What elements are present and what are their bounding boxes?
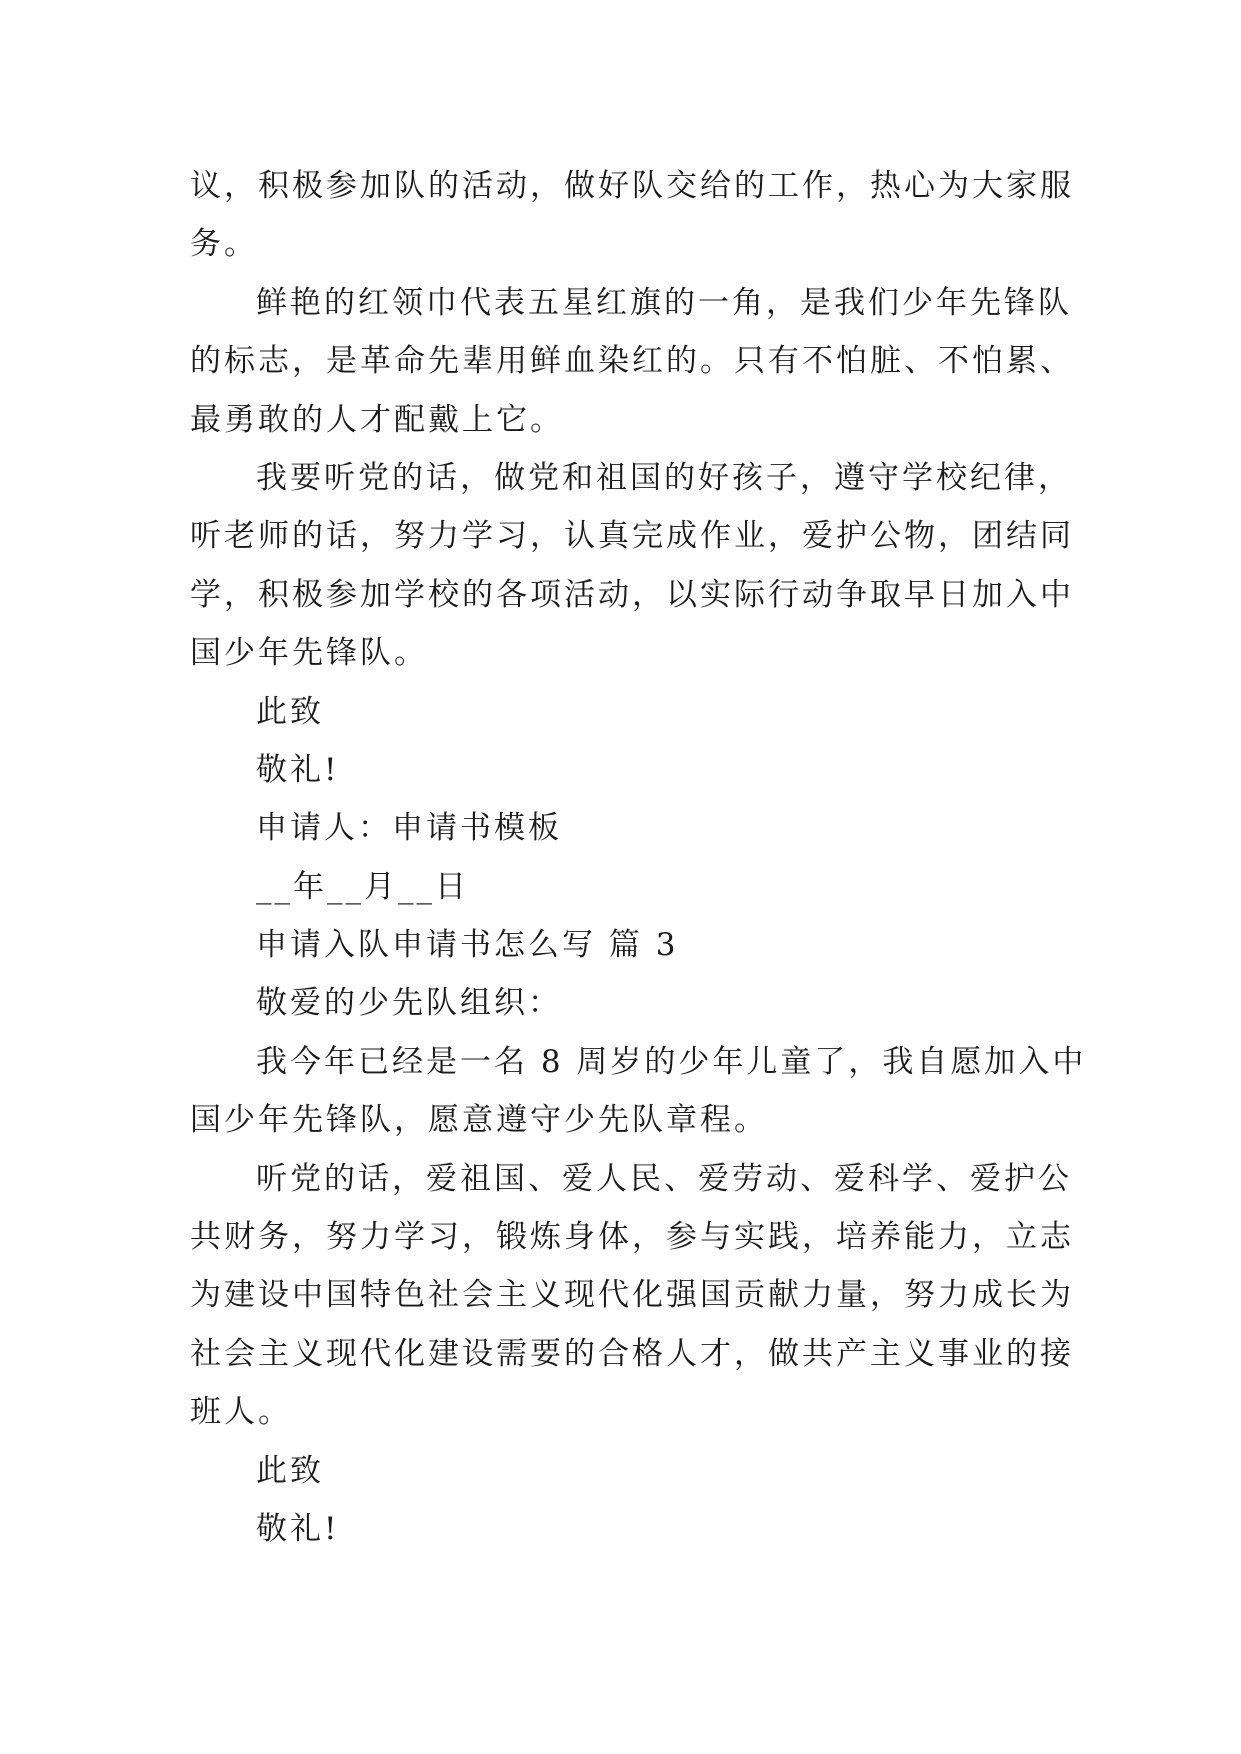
closing-regards: 敬礼! [256,751,340,788]
text-line: 最勇敢的人才配戴上它。 [190,401,564,438]
section-heading: 申请入队申请书怎么写 篇 3 [256,927,679,964]
text-line: 务。 [190,226,258,263]
text-line: 国少年先锋队。 [190,635,428,672]
text-line: 我今年已经是一名 8 周岁的少年儿童了，我自愿加入中 [256,1043,1087,1080]
text-line: 鲜艳的红领巾代表五星红旗的一角，是我们少年先锋队 [256,284,1072,321]
text-line: 社会主义现代化建设需要的合格人才，做共产主义事业的接 [190,1335,1074,1372]
text-line: 学，积极参加学校的各项活动，以实际行动争取早日加入中 [190,576,1074,613]
closing-salutation: 此致 [256,1452,324,1489]
text-line: 共财务，努力学习，锻炼身体，参与实践，培养能力，立志 [190,1219,1074,1256]
text-line: 我要听党的话，做党和祖国的好孩子，遵守学校纪律， [256,459,1072,496]
text-line: 议，积极参加队的活动，做好队交给的工作，热心为大家服 [190,168,1074,204]
text-line: 为建设中国特色社会主义现代化强国贡献力量，努力成长为 [190,1277,1074,1314]
closing-regards: 敬礼! [256,1510,340,1547]
text-line: 的标志，是革命先辈用鲜血染红的。只有不怕脏、不怕累、 [190,343,1074,380]
document-body [190,157,1087,1558]
date-line: __年__月__日 [256,868,469,905]
closing-salutation: 此致 [256,693,324,730]
text-line: 国少年先锋队，愿意遵守少先队章程。 [190,1102,768,1139]
text-line: 班人。 [190,1394,292,1431]
applicant-line: 申请人：申请书模板 [256,810,562,847]
text-line: 听党的话，爱祖国、爱人民、爱劳动、爱科学、爱护公 [256,1160,1072,1197]
greeting-line: 敬爱的少先队组织： [256,985,562,1022]
text-line: 听老师的话，努力学习，认真完成作业，爱护公物，团结同 [190,518,1074,555]
